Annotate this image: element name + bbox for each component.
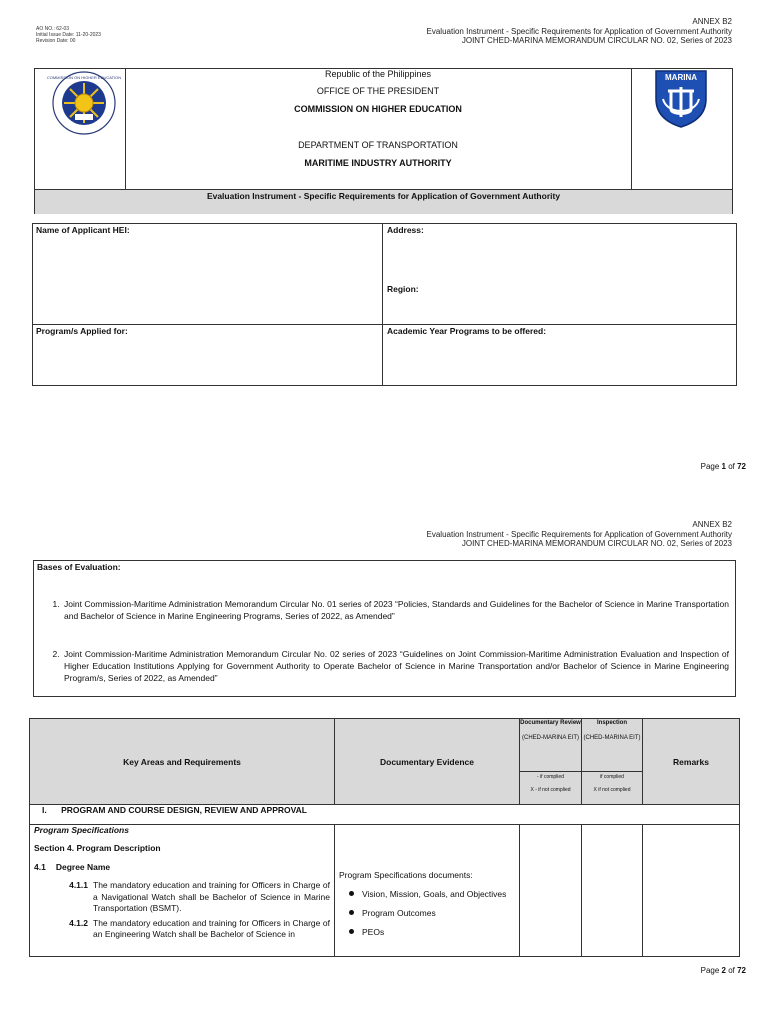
header-title: Evaluation Instrument - Specific Requirements for Application of Government Authority — [426, 26, 732, 36]
col-documentary-review: Documentary Review (CHED-MARINA EIT) — [520, 719, 582, 772]
item-4-1: 4.1 Degree Name — [34, 862, 111, 872]
bases-item-2: 2. Joint Commission-Maritime Administration Memorandum Circular No. 02 series of 2023 “Guidelines on Joint Commission-Maritime Administration Evaluation and Inspection of Higher Education Institutions Applying for Government Authority to Operate Bachelor of Science in Marine Transportation and/or Bachelor of Science in Marine Engineering Program/s, Series of 2022, as Amended” — [62, 648, 729, 684]
bases-of-evaluation-box — [33, 560, 736, 697]
programs-applied-label: Program/s Applied for: — [36, 326, 128, 336]
evidence-item-3: PEOs — [339, 927, 515, 937]
bases-item-1: 1. Joint Commission-Maritime Administration Memorandum Circular No. 01 series of 2023 “Policies, Standards and Guidelines for the Bachelor of Science in Marine Transportation and Bachelor of Science in Marine Engineering Programs, Series of 2022, as Amended” — [62, 598, 729, 622]
republic-label: Republic of the Philippines — [324, 69, 432, 79]
marina-logo-icon — [654, 69, 708, 129]
authority-label: MARITIME INDUSTRY AUTHORITY — [304, 158, 452, 168]
marina-logo-text: MARINA — [665, 73, 697, 82]
header-circular: JOINT CHED-MARINA MEMORANDUM CIRCULAR NO. 02, Series of 2023 — [461, 36, 732, 45]
office-label: OFFICE OF THE PRESIDENT — [316, 86, 440, 96]
page-number-1: Page 1 of 72 — [700, 462, 746, 471]
page2-header — [427, 520, 732, 549]
evidence-cell — [335, 825, 520, 957]
applicant-info-box — [32, 223, 737, 386]
doc-review-cell[interactable] — [520, 825, 582, 957]
section-row — [30, 805, 740, 825]
bases-title: Bases of Evaluation: — [37, 562, 121, 572]
header-circular-2: JOINT CHED-MARINA MEMORANDUM CIRCULAR NO. 02, Series of 2023 — [461, 539, 732, 548]
page-number-2: Page 2 of 72 — [700, 966, 746, 975]
annex-label: ANNEX B2 — [692, 17, 732, 26]
remarks-cell[interactable] — [643, 825, 740, 957]
header-title-2: Evaluation Instrument - Specific Requirements for Application of Government Authority — [426, 529, 732, 539]
bases-list — [34, 598, 729, 684]
ched-seal-text: COMMISSION ON HIGHER EDUCATION — [46, 75, 122, 80]
section-number: I. — [42, 805, 47, 815]
key-areas-cell — [30, 825, 335, 957]
section-title: PROGRAM AND COURSE DESIGN, REVIEW AND APPROVAL — [61, 805, 307, 815]
col-inspection: Inspection (CHED-MARINA EIT) — [582, 719, 643, 772]
col-key-areas: Key Areas and Requirements — [30, 719, 335, 805]
requirements-table — [29, 718, 740, 957]
revision-date: Revision Date: 00 — [36, 38, 76, 44]
item-4-1-1: 4.1.1 The mandatory education and training for Officers in Charge of a Navigational Watch shall be Bachelor of Science in Marine Transportation (BSMT). — [69, 880, 330, 913]
ao-number: AO NO.: 62-03 — [36, 26, 70, 32]
col-documentary-evidence: Documentary Evidence — [335, 719, 520, 805]
doc-review-legend: - if complied X - if not complied — [520, 772, 582, 805]
department-label: DEPARTMENT OF TRANSPORTATION — [298, 140, 458, 150]
annex-label-2: ANNEX B2 — [692, 520, 732, 529]
applicant-name-label: Name of Applicant HEI: — [36, 225, 130, 235]
academic-year-label: Academic Year Programs to be offered: — [387, 326, 547, 336]
evidence-item-1: Vision, Mission, Goals, and Objectives — [339, 889, 515, 899]
marina-logo-cell — [632, 69, 733, 189]
section4-label: Section 4. Program Description — [34, 843, 161, 853]
address-label: Address: — [387, 225, 424, 235]
page-header — [427, 17, 732, 46]
document-control-info — [36, 26, 101, 44]
issue-date: Initial Issue Date: 11-20-2023 — [36, 32, 101, 38]
evidence-item-2: Program Outcomes — [339, 908, 515, 918]
ched-seal-cell — [35, 69, 126, 189]
item-4-1-2: 4.1.2 The mandatory education and training for Officers in Charge of an Engineering Watch shall be Bachelor of Science in — [69, 917, 330, 939]
commission-label: COMMISSION ON HIGHER EDUCATION — [294, 104, 462, 114]
inspection-legend: if complied X if not complied — [582, 772, 643, 805]
region-label: Region: — [387, 284, 419, 294]
evidence-intro: Program Specifications documents: — [339, 870, 473, 880]
instrument-title-bar: Evaluation Instrument - Specific Requirements for Application of Government Authority — [35, 189, 732, 214]
agency-header-box — [34, 68, 733, 214]
agency-names-cell — [125, 69, 632, 189]
program-specifications-label: Program Specifications — [34, 825, 129, 835]
col-remarks: Remarks — [643, 719, 740, 805]
inspection-cell[interactable] — [582, 825, 643, 957]
ched-seal-icon — [46, 70, 122, 136]
